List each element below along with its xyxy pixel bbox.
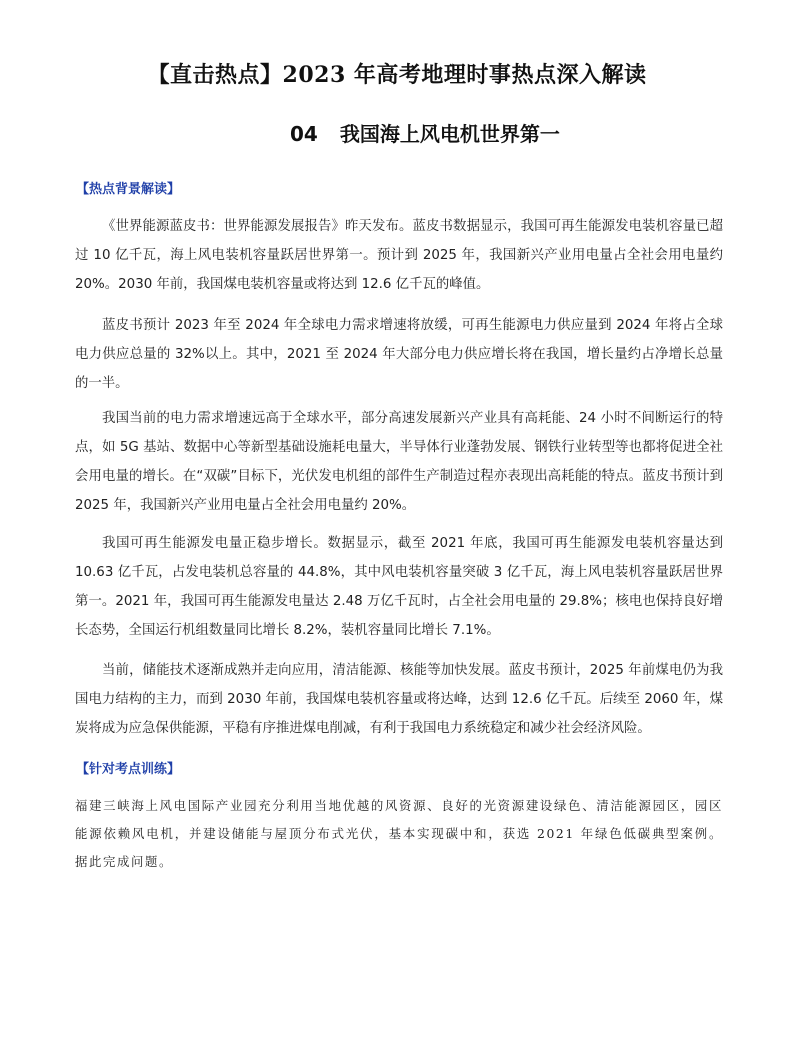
section-label-training: 【针对考点训练】: [76, 762, 181, 777]
paragraph-4: 我国可再生能源发电量正稳步增长。数据显示，截至 2021 年底，我国可再生能源发电装机容量达到 10.63 亿千瓦，占发电装机总容量的 44.8%，其中风电装机容量突破 3 亿千瓦，海上风电装机容量跃居世界第一。2021 年，我国可再生能源发电量达 2.48 万亿千瓦时，占全社会用电量的 29.8%；核电也保持良好增长态势，全国运行机组数量同比增长 8.2%，装机容量同比增长 7.1%。: [75, 536, 723, 638]
topic-title: 我国海上风电机世界第一: [339, 122, 560, 146]
page-title: 【直击热点】2023 年高考地理时事热点深入解读: [147, 62, 647, 88]
paragraph-2: 蓝皮书预计 2023 年至 2024 年全球电力需求增速将放缓，可再生能源电力供应量到 2024 年将占全球电力供应总量的 32%以上。其中，2021 至 2024 年大部分电力供应增长将在我国，增长量约占净增长总量的一半。: [75, 318, 723, 391]
paragraph-1: 《世界能源蓝皮书：世界能源发展报告》昨天发布。蓝皮书数据显示，我国可再生能源发电装机容量已超过 10 亿千瓦，海上风电装机容量跃居世界第一。预计到 2025 年，我国新兴产业用电量占全社会用电量约 20%。2030 年前，我国煤电装机容量或将达到 12.6 亿千瓦的峰值。: [75, 219, 723, 292]
paragraph-5: 当前，储能技术逐渐成熟并走向应用，清洁能源、核能等加快发展。蓝皮书预计，2025 年前煤电仍为我国电力结构的主力，而到 2030 年前，我国煤电装机容量或将达峰，达到 12.6 亿千瓦。后续至 2060 年，煤炭将成为应急保供能源，平稳有序推进煤电削减，有利于我国电力系统稳定和减少社会经济风险。: [75, 663, 723, 736]
section-label-background: 【热点背景解读】: [76, 182, 181, 197]
page-subtitle: [290, 118, 560, 147]
topic-number: 04: [290, 122, 318, 146]
training-question-text: 福建三峡海上风电国际产业园充分利用当地优越的风资源、良好的光资源建设绿色、清洁能源园区，园区能源依赖风电机，并建设储能与屋顶分布式光伏，基本实现碳中和，获选 2021 年绿色低碳典型案例。据此完成问题。: [75, 798, 723, 869]
paragraph-3: 我国当前的电力需求增速远高于全球水平，部分高速发展新兴产业具有高耗能、24 小时不间断运行的特点，如 5G 基站、数据中心等新型基础设施耗电量大，半导体行业蓬勃发展、钢铁行业转型等也都将促进全社会用电量的增长。在“双碳”目标下，光伏发电机组的部件生产制造过程亦表现出高耗能的特点。蓝皮书预计到 2025 年，我国新兴产业用电量占全社会用电量约 20%。: [75, 411, 723, 513]
